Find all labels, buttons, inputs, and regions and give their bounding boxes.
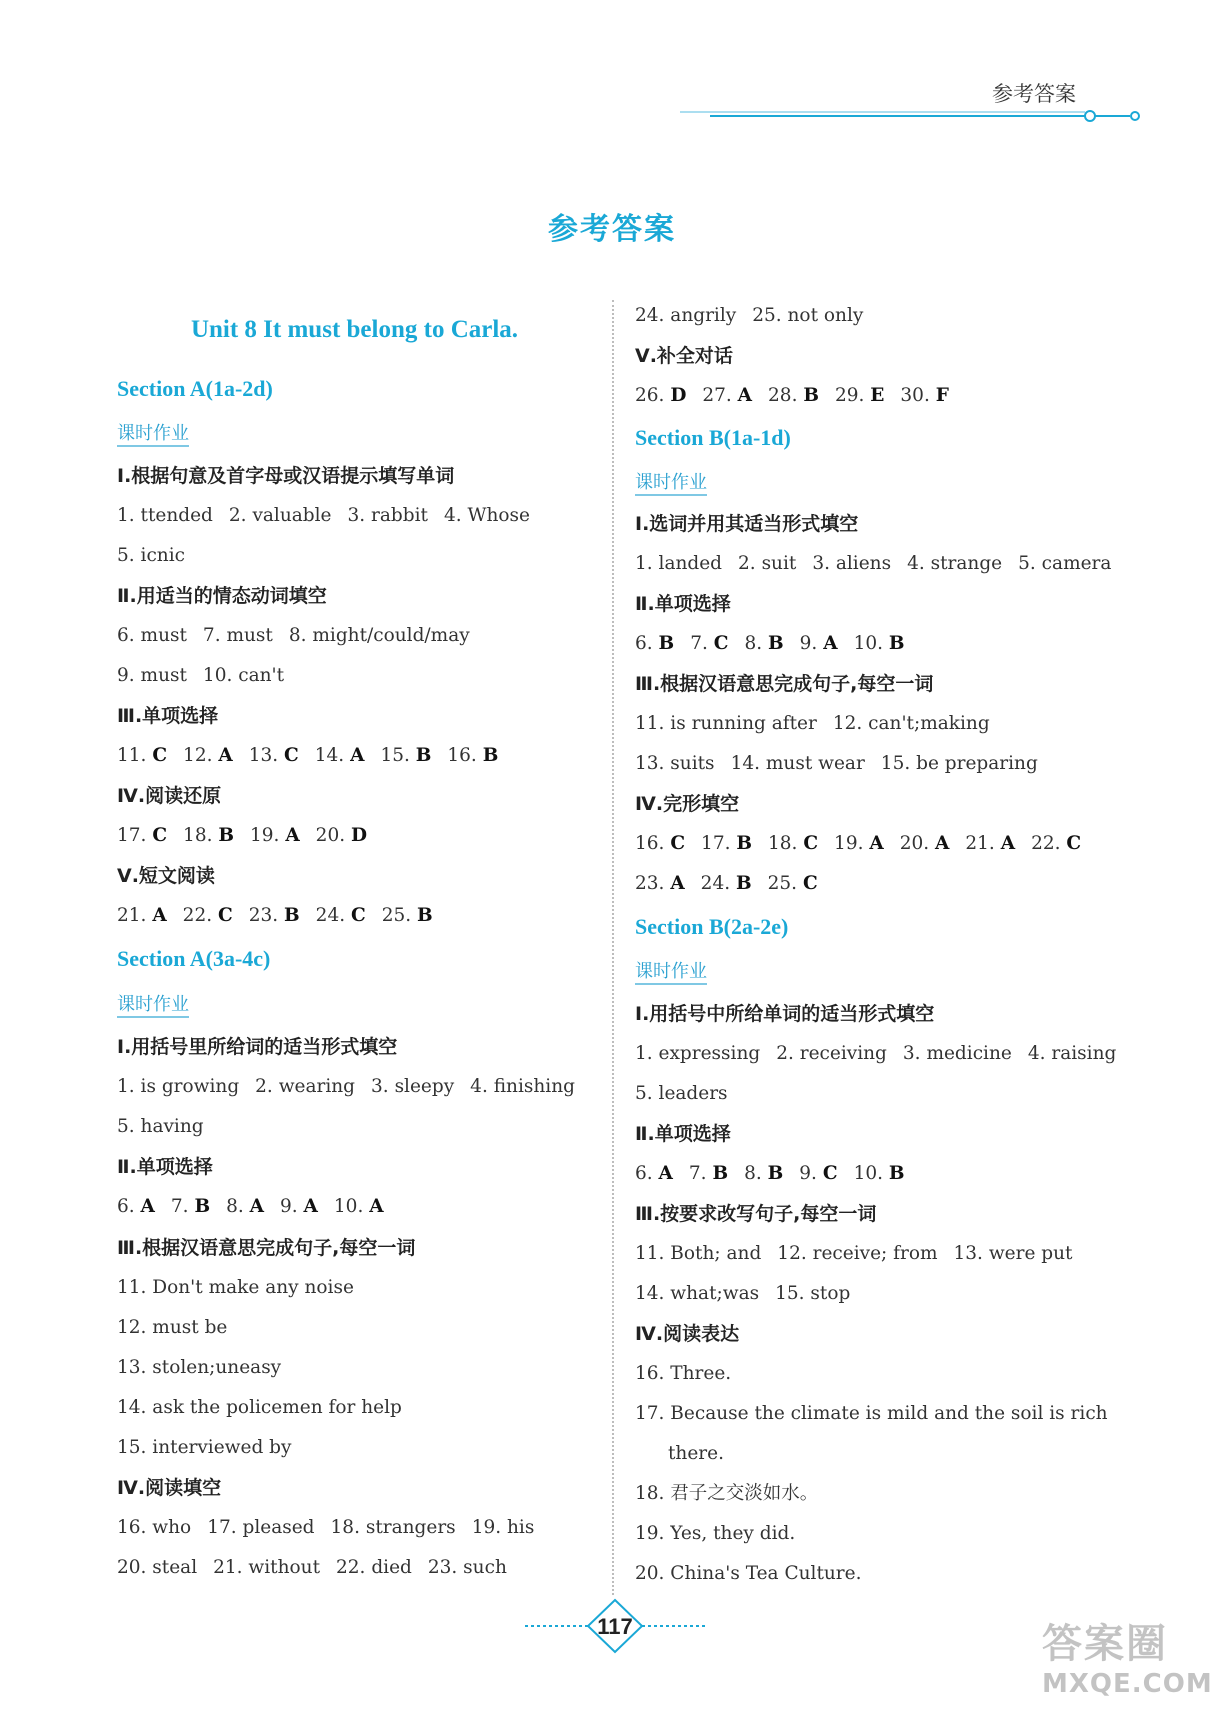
question-heading: Ⅰ.选词并用其适当形式填空 xyxy=(635,513,859,535)
section-heading: Section B(2a-2e) xyxy=(635,914,789,939)
answer-choice: B xyxy=(417,905,433,926)
page-number-badge xyxy=(520,1596,710,1660)
answer-item xyxy=(900,824,950,864)
answer-choice: B xyxy=(767,1163,784,1184)
answer-number: 20. xyxy=(899,833,930,854)
answer-line xyxy=(635,864,1135,904)
answer-item: 3. medicine xyxy=(902,1043,1012,1064)
answer-choice: B xyxy=(482,745,499,766)
answer-item: 12. must be xyxy=(117,1317,228,1338)
header-decoration xyxy=(680,108,1150,124)
answer-line xyxy=(635,376,1135,416)
answer-choice: D xyxy=(350,825,368,846)
answer-item: 2. suit xyxy=(738,553,797,574)
answer-number: 30. xyxy=(900,385,930,406)
answer-item: 2. valuable xyxy=(228,505,332,526)
answer-choice: A xyxy=(249,1196,264,1217)
section-heading: Section A(3a-4c) xyxy=(117,946,271,971)
answer-item xyxy=(117,816,167,856)
answer-line xyxy=(635,1074,1135,1114)
answer-item: 5. leaders xyxy=(635,1083,728,1104)
question-heading: Ⅴ.补全对话 xyxy=(635,345,733,367)
answer-line xyxy=(635,1394,1135,1434)
answer-item: 7. must xyxy=(202,625,273,646)
answer-number: 6. xyxy=(635,1163,653,1184)
answer-item: 3. sleepy xyxy=(371,1076,455,1097)
answer-item: 10. can't xyxy=(202,665,285,686)
answer-item: 4. raising xyxy=(1027,1043,1117,1064)
answer-item xyxy=(315,736,365,776)
answer-choice: A xyxy=(658,1163,673,1184)
answer-number: 17. xyxy=(701,833,731,854)
answer-choice: F xyxy=(935,385,949,406)
answer-line xyxy=(117,496,592,536)
answer-line xyxy=(635,296,1135,336)
question-heading: Ⅳ.阅读填空 xyxy=(117,1477,222,1499)
answer-item xyxy=(768,824,818,864)
answer-item: 2. wearing xyxy=(255,1076,356,1097)
answer-choice: B xyxy=(194,1196,211,1217)
answer-item xyxy=(447,736,498,776)
answer-choice: B xyxy=(736,833,752,854)
answer-item: 1. expressing xyxy=(635,1043,761,1064)
question-heading: Ⅲ.根据汉语意思完成句子,每空一词 xyxy=(117,1237,416,1259)
answer-choice: C xyxy=(1066,833,1082,854)
answer-number: 10. xyxy=(853,633,883,654)
answer-line xyxy=(635,544,1135,584)
answer-number: 9. xyxy=(799,633,818,654)
question-heading: Ⅱ.单项选择 xyxy=(635,1123,731,1145)
section-heading: Section A(1a-2d) xyxy=(117,376,273,401)
answer-item xyxy=(854,624,905,664)
answer-line xyxy=(635,1034,1135,1074)
section-heading: Section B(1a-1d) xyxy=(635,425,791,450)
answer-item: 4. Whose xyxy=(443,505,530,526)
answer-number: 7. xyxy=(690,633,708,654)
answer-number: 6. xyxy=(635,633,653,654)
answer-choice: C xyxy=(350,905,366,926)
answer-number: 9. xyxy=(799,1163,817,1184)
answer-item: 21. without xyxy=(213,1557,321,1578)
question-heading: Ⅳ.阅读表达 xyxy=(635,1323,740,1345)
answer-choice: A xyxy=(152,905,167,926)
answer-item xyxy=(382,896,433,936)
answer-number: 16. xyxy=(447,745,477,766)
answer-line xyxy=(117,656,592,696)
answer-number: 12. xyxy=(183,745,213,766)
answer-choice: C xyxy=(670,833,686,854)
homework-label: 课时作业 xyxy=(117,414,592,454)
question-heading: Ⅰ.用括号里所给词的适当形式填空 xyxy=(117,1036,398,1058)
answer-item xyxy=(768,864,818,904)
answer-line xyxy=(635,1554,1135,1594)
answer-number: 24. xyxy=(315,905,346,926)
answer-number: 22. xyxy=(182,905,213,926)
answer-number: 25. xyxy=(767,873,798,894)
answer-line xyxy=(117,1548,592,1588)
answer-item: 3. aliens xyxy=(812,553,892,574)
answer-choice: C xyxy=(802,873,818,894)
answer-item: 12. can't;making xyxy=(832,713,990,734)
answer-item xyxy=(183,816,234,856)
answer-item: 1. ttended xyxy=(117,505,213,526)
answer-number: 11. xyxy=(117,745,147,766)
answer-line xyxy=(635,744,1135,784)
answer-line xyxy=(117,1428,592,1468)
answer-choice: C xyxy=(284,745,299,766)
answer-choice: C xyxy=(152,745,168,766)
answer-choice: A xyxy=(350,745,365,766)
answer-line xyxy=(635,624,1135,664)
question-heading: Ⅰ.根据句意及首字母或汉语提示填写单词 xyxy=(117,465,455,487)
homework-label: 课时作业 xyxy=(635,952,1135,992)
answer-line xyxy=(635,1514,1135,1554)
answer-item: 5. having xyxy=(117,1116,204,1137)
answer-item: 9. must xyxy=(117,665,187,686)
answer-number: 9. xyxy=(280,1196,298,1217)
page-title: 参考答案 xyxy=(548,212,676,247)
answer-choice: A xyxy=(140,1196,155,1217)
answer-line xyxy=(117,736,592,776)
answer-item: 14. ask the policemen for help xyxy=(117,1397,402,1418)
answer-number: 25. xyxy=(381,905,412,926)
homework-label: 课时作业 xyxy=(117,985,592,1025)
answer-number: 27. xyxy=(702,385,732,406)
answer-line xyxy=(635,824,1135,864)
answer-item: 12. receive; from xyxy=(777,1243,938,1264)
answer-line xyxy=(117,1348,592,1388)
answer-choice: C xyxy=(822,1163,838,1184)
answer-choice: A xyxy=(737,385,753,406)
question-heading: Ⅱ.用适当的情态动词填空 xyxy=(117,585,327,607)
answer-choice: A xyxy=(285,825,300,846)
answer-item: 15. interviewed by xyxy=(117,1437,292,1458)
answer-choice: A xyxy=(1000,833,1016,854)
answer-item xyxy=(744,624,783,664)
answer-choice: A xyxy=(218,745,233,766)
question-heading: Ⅳ.阅读还原 xyxy=(117,785,222,807)
answer-choice: D xyxy=(670,385,687,406)
answer-item: 11. Both; and xyxy=(635,1243,762,1264)
answer-line xyxy=(117,1187,592,1227)
answer-item xyxy=(854,1154,905,1194)
question-heading: Ⅳ.完形填空 xyxy=(635,793,740,815)
answer-number: 26. xyxy=(635,385,665,406)
answer-number: 7. xyxy=(170,1196,189,1217)
answer-item: 15. be preparing xyxy=(880,753,1038,774)
answer-choice: B xyxy=(803,385,819,406)
answer-item xyxy=(334,1187,384,1227)
answer-item xyxy=(635,864,685,904)
answer-item xyxy=(701,864,752,904)
answer-number: 21. xyxy=(965,833,995,854)
answer-number: 23. xyxy=(248,905,279,926)
question-heading: Ⅲ.单项选择 xyxy=(117,705,219,727)
answer-choice: A xyxy=(369,1196,384,1217)
answer-choice: A xyxy=(303,1196,318,1217)
answer-item xyxy=(280,1187,318,1227)
answer-choice: C xyxy=(803,833,819,854)
answer-number: 24. xyxy=(700,873,731,894)
answer-item xyxy=(117,1187,155,1227)
answer-choice: B xyxy=(712,1163,729,1184)
answer-line xyxy=(635,1274,1135,1314)
answer-choice: B xyxy=(415,745,432,766)
answer-choice: C xyxy=(152,825,168,846)
answer-line xyxy=(635,1474,1135,1514)
answer-item xyxy=(171,1187,210,1227)
question-heading: Ⅴ.短文阅读 xyxy=(117,865,215,887)
answer-number: 8. xyxy=(226,1196,244,1217)
answer-item xyxy=(380,736,431,776)
answer-line xyxy=(635,1234,1135,1274)
answer-item: 5. camera xyxy=(1018,553,1112,574)
answer-choice: A xyxy=(935,833,950,854)
answer-number: 6. xyxy=(117,1196,135,1217)
answer-number: 22. xyxy=(1031,833,1061,854)
answer-line xyxy=(635,1354,1135,1394)
answer-item: 4. finishing xyxy=(470,1076,575,1097)
answer-choice: B xyxy=(218,825,234,846)
answer-item: 5. icnic xyxy=(117,545,186,566)
answer-line xyxy=(117,1107,592,1147)
answer-item: 24. angrily xyxy=(635,305,737,326)
answer-item: 20. China's Tea Culture. xyxy=(635,1563,862,1584)
answer-item xyxy=(183,896,233,936)
answer-choice: C xyxy=(713,633,729,654)
answer-item xyxy=(316,816,367,856)
answer-number: 8. xyxy=(744,1163,762,1184)
answer-item xyxy=(226,1187,264,1227)
unit-title: Unit 8 It must belong to Carla. xyxy=(190,316,519,343)
answer-line xyxy=(117,896,592,936)
answer-item xyxy=(249,736,299,776)
answer-item: 18. strangers xyxy=(330,1517,456,1538)
question-heading: Ⅱ.单项选择 xyxy=(117,1156,213,1178)
answer-choice: C xyxy=(217,905,233,926)
answer-number: 14. xyxy=(314,745,345,766)
answer-choice: B xyxy=(735,873,752,894)
answer-number: 13. xyxy=(248,745,279,766)
answer-item: 17. Because the climate is mild and the soil is rich xyxy=(635,1403,1108,1424)
answer-number: 7. xyxy=(688,1163,707,1184)
answer-number: 10. xyxy=(853,1163,883,1184)
answer-item xyxy=(117,896,167,936)
answer-item xyxy=(316,896,366,936)
answer-item: 13. suits xyxy=(635,753,715,774)
answer-line xyxy=(117,816,592,856)
homework-label: 课时作业 xyxy=(635,463,1135,503)
answer-number: 19. xyxy=(834,833,864,854)
answer-item: 1. is growing xyxy=(117,1076,240,1097)
answer-item: 13. stolen;uneasy xyxy=(117,1357,282,1378)
answer-line xyxy=(635,1434,1168,1474)
question-heading: Ⅱ.单项选择 xyxy=(635,593,731,615)
answer-item xyxy=(183,736,233,776)
answer-number: 15. xyxy=(380,745,410,766)
answer-line xyxy=(635,704,1135,744)
answer-number: 8. xyxy=(744,633,763,654)
answer-choice: E xyxy=(870,385,885,406)
question-heading: Ⅲ.按要求改写句子,每空一词 xyxy=(635,1203,877,1225)
answer-item: 8. might/could/may xyxy=(288,625,470,646)
answer-item: 16. who xyxy=(117,1517,192,1538)
answer-number: 16. xyxy=(635,833,665,854)
answer-choice: A xyxy=(670,873,685,894)
answer-choice: B xyxy=(768,633,784,654)
answer-item xyxy=(799,1154,837,1194)
answer-item: 13. were put xyxy=(953,1243,1073,1264)
answer-item: 1. landed xyxy=(635,553,723,574)
question-heading: Ⅰ.用括号中所给单词的适当形式填空 xyxy=(635,1003,935,1025)
answer-item xyxy=(744,1154,783,1194)
answer-item xyxy=(250,816,300,856)
answer-line xyxy=(117,536,592,576)
answer-item: 20. steal xyxy=(117,1557,198,1578)
answer-line xyxy=(117,616,592,656)
answer-item: 15. stop xyxy=(775,1283,851,1304)
answer-item xyxy=(249,896,300,936)
page-number: 117 xyxy=(597,1614,633,1639)
answer-item xyxy=(635,376,686,416)
answer-item: 17. pleased xyxy=(207,1517,315,1538)
answer-item: 25. not only xyxy=(752,305,864,326)
answer-item: 3. rabbit xyxy=(347,505,428,526)
answer-line xyxy=(117,1067,592,1107)
answer-item xyxy=(965,824,1015,864)
answer-number: 17. xyxy=(117,825,147,846)
answer-item xyxy=(635,824,685,864)
answer-item xyxy=(689,1154,728,1194)
answer-line xyxy=(117,1308,592,1348)
answer-item xyxy=(835,376,884,416)
answer-item xyxy=(800,624,838,664)
answer-item: there. xyxy=(668,1443,724,1464)
answer-item: 11. is running after xyxy=(635,713,817,734)
answer-item: 19. Yes, they did. xyxy=(635,1523,796,1544)
answer-choice: B xyxy=(888,1163,905,1184)
watermark-logo: 答案圈 MXQE.COM xyxy=(1042,1621,1213,1699)
answer-number: 23. xyxy=(635,873,665,894)
answer-item: 6. must xyxy=(117,625,187,646)
answer-number: 18. xyxy=(183,825,213,846)
answer-item: 14. what;was xyxy=(635,1283,760,1304)
answer-number: 28. xyxy=(768,385,798,406)
answer-item xyxy=(702,376,752,416)
answer-item: 16. Three. xyxy=(635,1363,732,1384)
answer-item: 22. died xyxy=(336,1557,412,1578)
answer-item xyxy=(834,824,884,864)
answer-number: 29. xyxy=(834,385,865,406)
answer-item: 18. 君子之交淡如水。 xyxy=(635,1483,819,1504)
answer-choice: B xyxy=(888,633,905,654)
answer-item xyxy=(768,376,819,416)
answer-item xyxy=(701,824,752,864)
answer-item xyxy=(635,624,674,664)
answer-number: 10. xyxy=(333,1196,364,1217)
column-divider xyxy=(612,300,614,1595)
question-heading: Ⅲ.根据汉语意思完成句子,每空一词 xyxy=(635,673,934,695)
answer-item: 4. strange xyxy=(907,553,1003,574)
answer-choice: B xyxy=(284,905,300,926)
answer-line xyxy=(635,1154,1135,1194)
answer-item xyxy=(1031,824,1081,864)
answer-line xyxy=(117,1268,592,1308)
answer-number: 21. xyxy=(117,905,147,926)
answer-choice: A xyxy=(869,833,884,854)
answer-number: 20. xyxy=(315,825,346,846)
answer-item: 11. Don't make any noise xyxy=(117,1277,354,1298)
answer-choice: A xyxy=(823,633,838,654)
answer-item: 14. must wear xyxy=(730,753,865,774)
answer-line xyxy=(117,1388,592,1428)
answer-line xyxy=(117,1508,592,1548)
answer-item xyxy=(117,736,167,776)
answer-item xyxy=(690,624,728,664)
answer-item xyxy=(635,1154,673,1194)
answer-item: 19. his xyxy=(471,1517,535,1538)
answer-number: 19. xyxy=(250,825,280,846)
answer-item: 2. receiving xyxy=(776,1043,887,1064)
answer-choice: B xyxy=(658,633,675,654)
running-header-label: 参考答案 xyxy=(992,82,1076,106)
answer-item: 23. such xyxy=(427,1557,507,1578)
answer-number: 18. xyxy=(768,833,798,854)
answer-item xyxy=(900,376,948,416)
